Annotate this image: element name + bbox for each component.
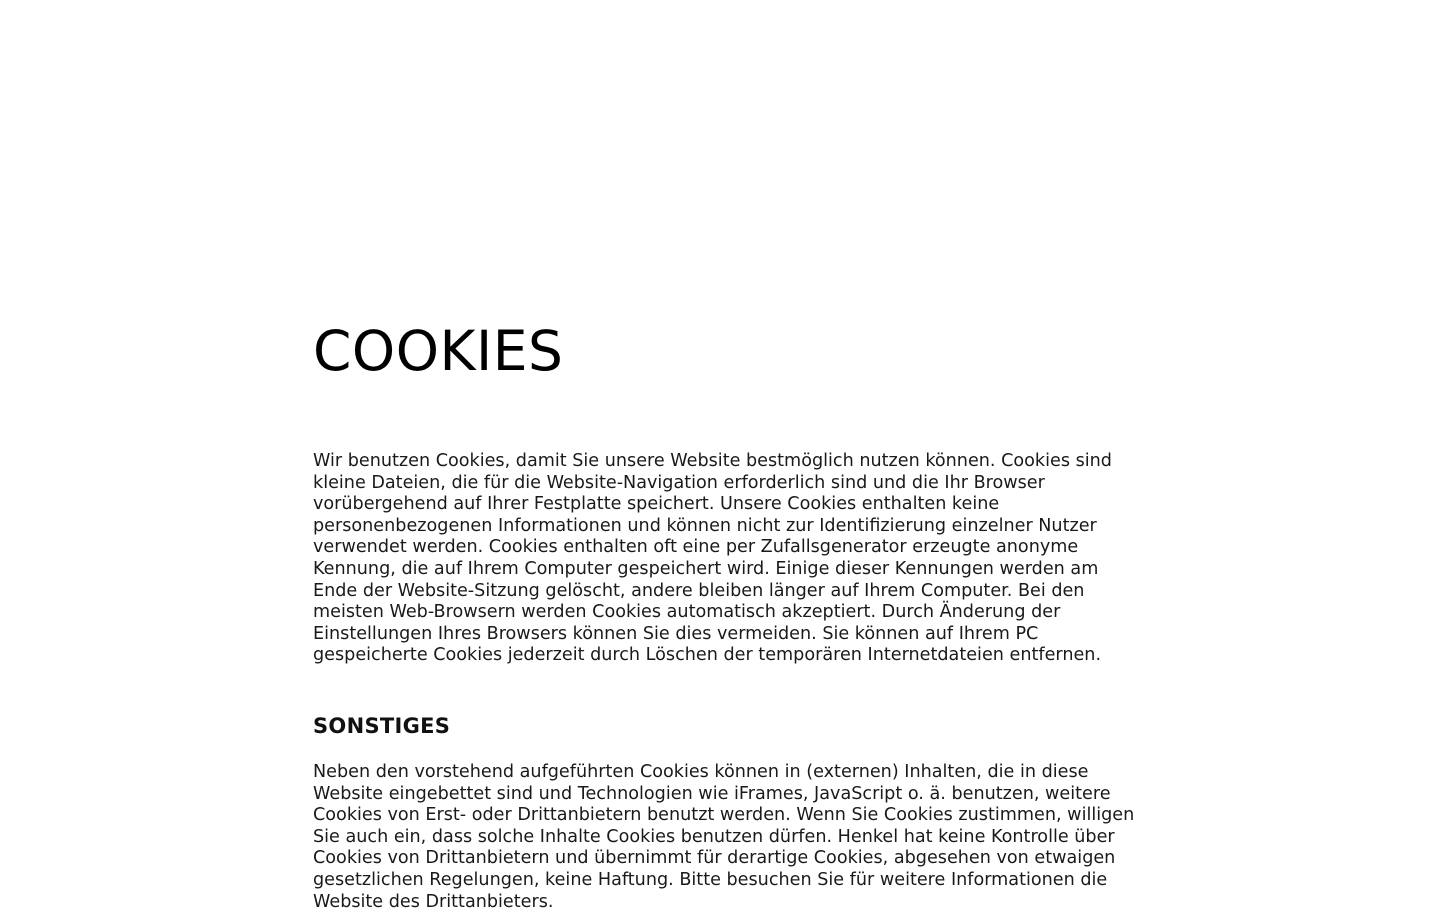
page-title: COOKIES [313,319,564,383]
section-heading-sonstiges: SONSTIGES [313,714,451,738]
cookies-paragraph: Wir benutzen Cookies, damit Sie unsere Website bestmöglich nutzen können. Cookies sind kleine Dateien, die für die Website-Navigation erforderlich sind und die Ihr Browser vorübergehend auf Ihrer Festplatte speichert. Unsere Cookies enthalten keine personenbezogenen Informationen und können nicht zur Identifizierung einzelner Nutzer verwendet werden. Cookies enthalten oft eine per Zufallsgenerator erzeugte anonyme Kennung, die auf Ihrem Computer gespeichert wird. Einige dieser Kennungen werden am Ende der Website-Sitzung gelöscht, andere bleiben länger auf Ihrem Computer. Bei den meisten Web-Browsern werden Cookies automatisch akzeptiert. Durch Änderung der Einstellungen Ihres Browsers können Sie dies vermeiden. Sie können auf Ihrem PC gespeicherte Cookies jederzeit durch Löschen der temporären Internetdateien entfernen. [313,451,1112,666]
sonstiges-paragraph: Neben den vorstehend aufgeführten Cookies können in (externen) Inhalten, die in diese Website eingebettet sind und Technologien wie iFrames, JavaScript o. ä. benutzen, weitere Cookies von Erst- oder Drittanbietern benutzt werden. Wenn Sie Cookies zustimmen, willigen Sie auch ein, dass solche Inhalte Cookies benutzen dürfen. Henkel hat keine Kontrolle über Cookies von Drittanbietern und übernimmt für derartige Cookies, abgesehen von etwaigen gesetzlichen Regelungen, keine Haftung. Bitte besuchen Sie für weitere Informationen die Website des Drittanbieters. [313,762,1135,912]
